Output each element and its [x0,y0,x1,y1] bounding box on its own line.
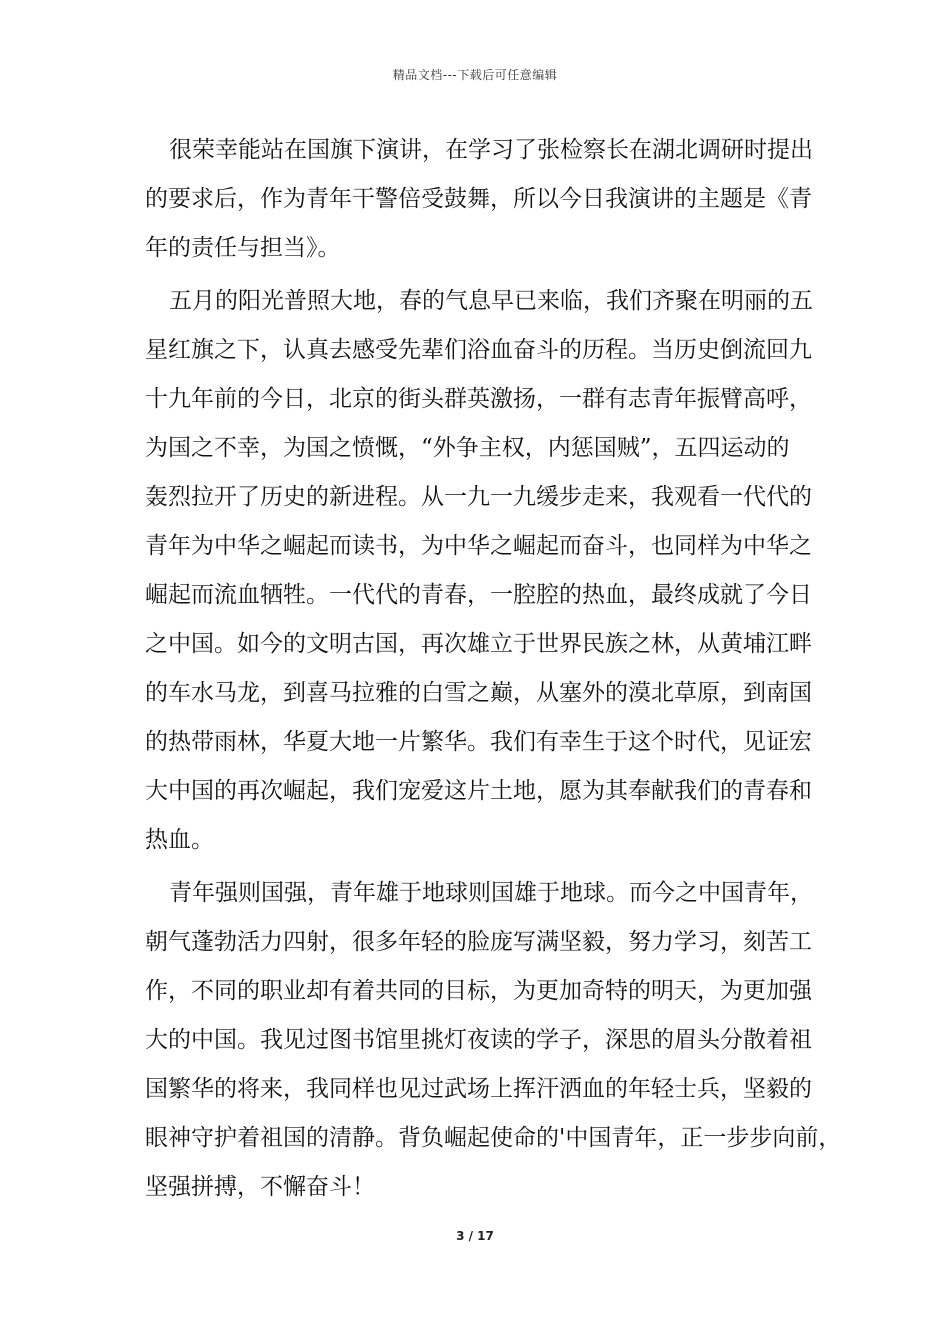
paragraph-3 [145,869,842,1212]
text-line: 国繁华的将来，我同样也见过武场上挥汗洒血的年轻士兵，坚毅的 [145,1076,812,1102]
text-line: 十九年前的今日，北京的街头群英激扬，一群有志青年振臂高呼， [145,386,812,412]
text-line: 的热带雨林，华夏大地一片繁华。我们有幸生于这个时代，见证宏 [145,729,812,755]
text-line: 星红旗之下，认真去感受先辈们浴血奋斗的历程。当历史倒流回九 [145,337,812,363]
text-line: 眼神守护着祖国的清静。背负崛起使命的'中国青年，正一步步向前， [145,1125,842,1151]
text-line: 之中国。如今的文明古国，再次雄立于世界民族之林，从黄埔江畔 [145,631,812,657]
page-header: 精品文档---下载后可任意编辑 [392,68,558,82]
paragraph-1 [145,126,825,273]
text-line: 大中国的再次崛起，我们宠爱这片土地，愿为其奉献我们的青春和 [145,778,812,804]
paragraph-2 [145,277,825,865]
text-line: 朝气蓬勃活力四射，很多年轻的脸庞写满坚毅，努力学习，刻苦工 [145,929,812,955]
text-line: 的要求后，作为青年干警倍受鼓舞，所以今日我演讲的主题是《青 [145,186,812,212]
text-line: 为国之不幸，为国之愤慨，“外争主权，内惩国贼”，五四运动的 [145,435,790,461]
text-line: 坚强拼搏，不懈奋斗！ [145,1174,375,1200]
text-line: 很荣幸能站在国旗下演讲，在学习了张检察长在湖北调研时提出 [169,137,813,163]
text-line: 作，不同的职业却有着共同的目标，为更加奇特的明天，为更加强 [145,978,812,1004]
document-body [145,126,842,1212]
text-line: 的车水马龙，到喜马拉雅的白雪之巅，从塞外的漠北草原，到南国 [145,680,812,706]
text-line: 青年为中华之崛起而读书，为中华之崛起而奋斗，也同样为中华之 [145,533,812,559]
text-line: 热血。 [145,827,214,853]
text-line: 崛起而流血牺牲。一代代的青春，一腔腔的热血，最终成就了今日 [145,582,812,608]
text-line: 轰烈拉开了历史的新进程。从一九一九缓步走来，我观看一代代的 [145,484,812,510]
text-line: 年的责任与担当》。 [145,235,341,261]
text-line: 大的中国。我见过图书馆里挑灯夜读的学子，深思的眉头分散着祖 [145,1027,812,1053]
page-number: 3 / 17 [456,1229,494,1243]
text-line: 五月的阳光普照大地，春的气息早已来临，我们齐聚在明丽的五 [169,288,813,314]
text-line: 青年强则国强，青年雄于地球则国雄于地球。而今之中国青年， [169,880,813,906]
